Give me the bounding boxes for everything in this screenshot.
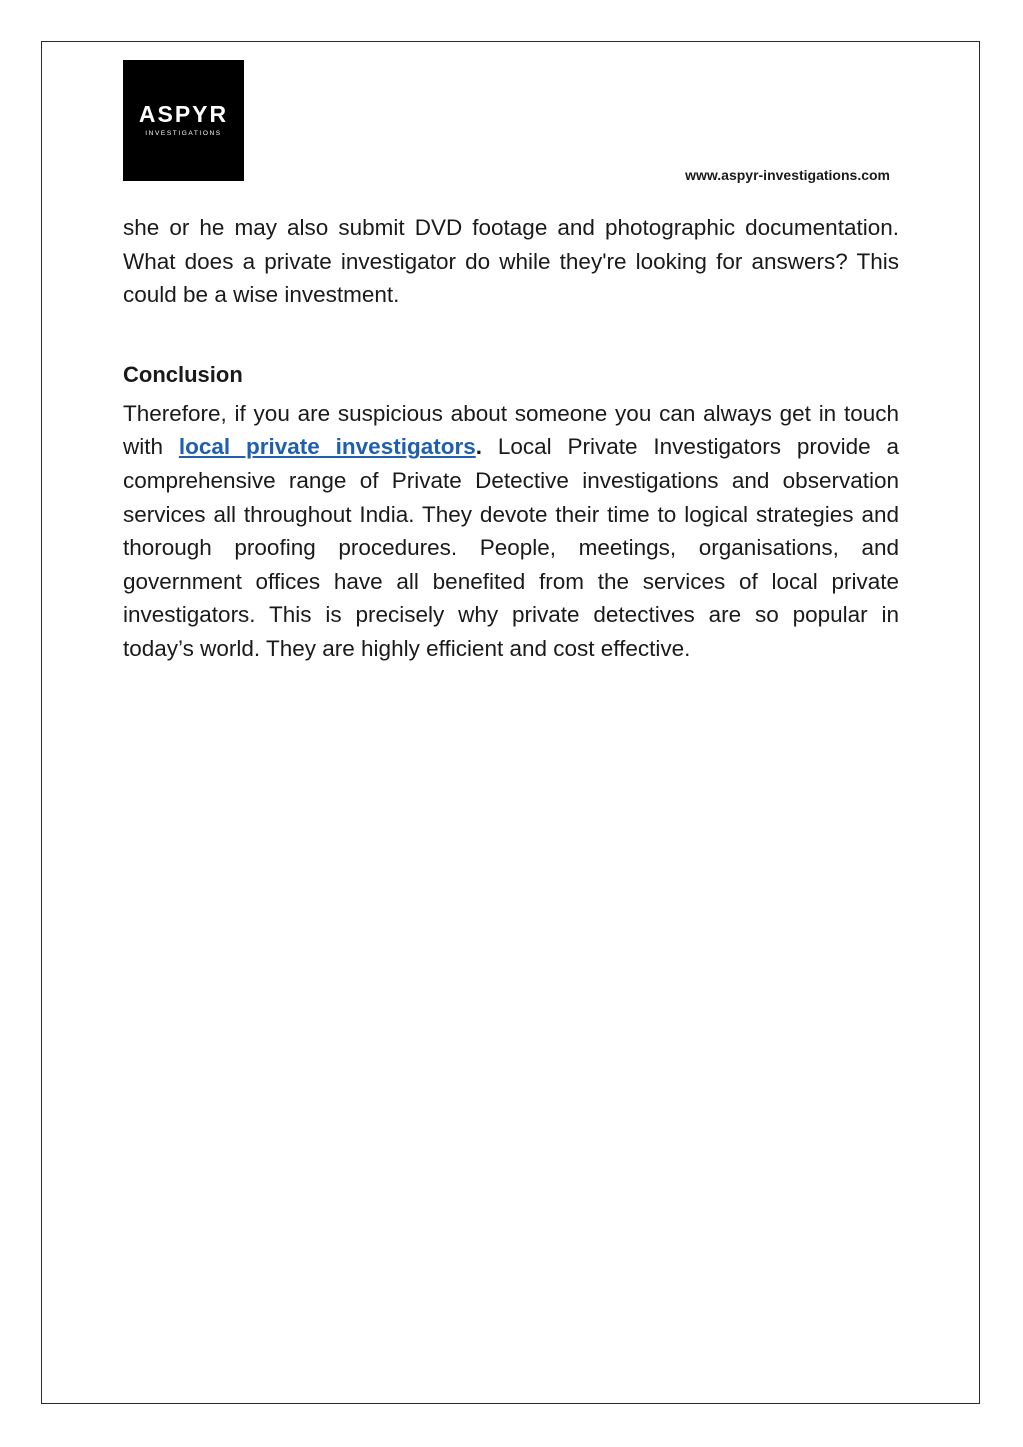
conclusion-paragraph xyxy=(123,397,899,666)
conclusion-text-start: Therefore, if you are suspicious about someone you can always get in touch with xyxy=(123,400,899,460)
local-private-investigators-link[interactable]: local private investigators xyxy=(178,434,476,460)
conclusion-heading: Conclusion xyxy=(123,361,243,387)
company-logo xyxy=(123,60,244,181)
conclusion-text-end: Local Private Investigators provide a comprehensive range of Private Detective investigations and observation services all throughout India. They devote their time to logical strategies and thorough proofing procedures. People, meetings, organisations, and government offices have all benefited from the services of local private investigators. This is precisely why private detectives are so popular in today’s world. They are highly efficient and cost effective. xyxy=(123,434,900,661)
logo-subtitle: INVESTIGATIONS xyxy=(145,130,222,138)
link-period: . xyxy=(475,434,482,460)
document-body xyxy=(123,211,899,666)
intro-paragraph: she or he may also submit DVD footage and photographic documentation. What does a private investigator do while they're looking for answers? This could be a wise investment. xyxy=(123,215,899,308)
website-url: www.aspyr-investigations.com xyxy=(685,167,890,183)
logo-wordmark: ASPYR xyxy=(138,101,229,128)
